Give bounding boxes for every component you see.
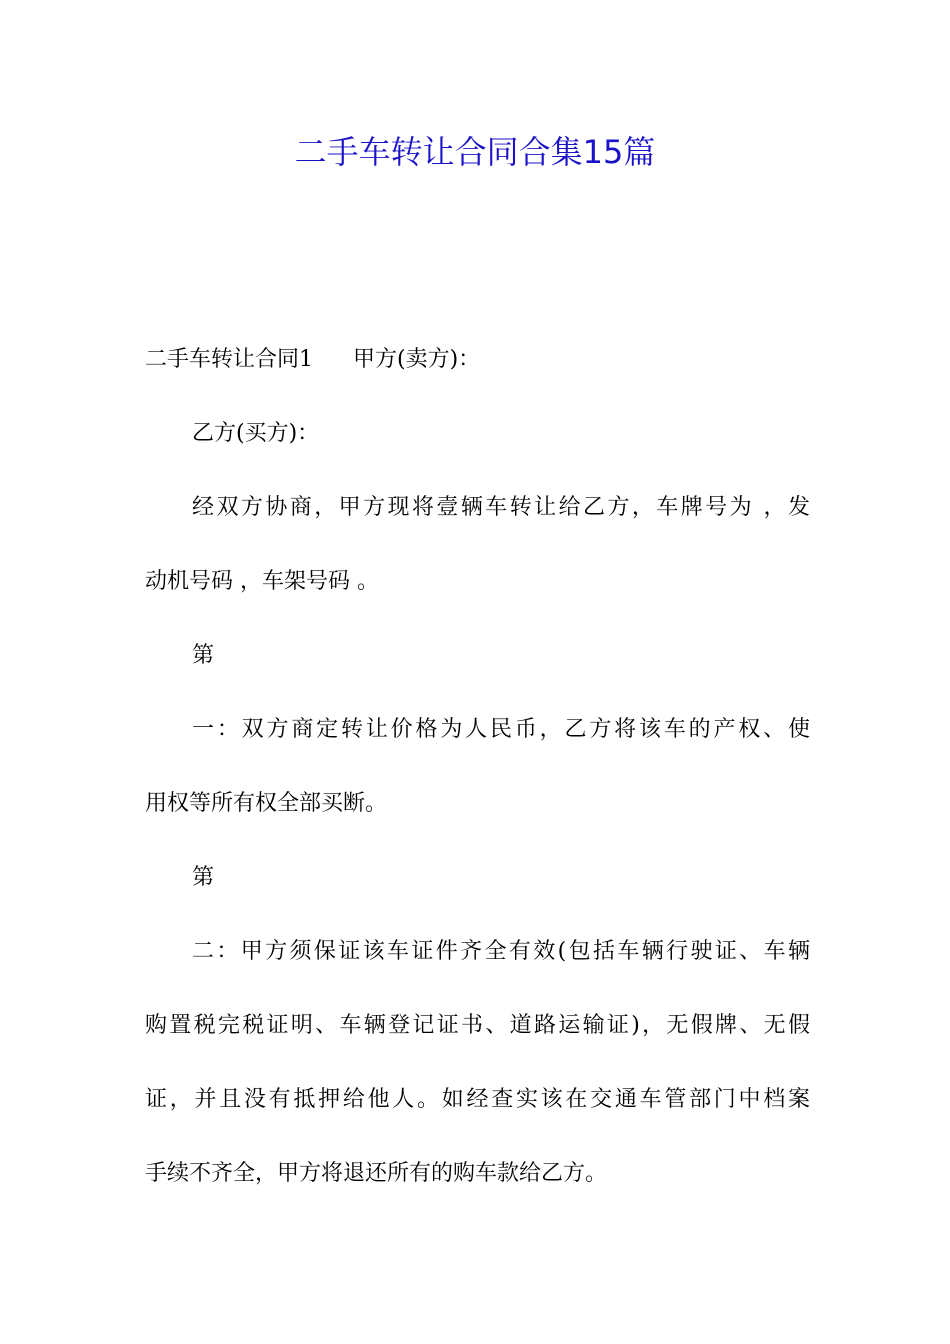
paragraph-line: 二：甲方须保证该车证件齐全有效(包括车辆行驶证、车辆 — [192, 939, 810, 964]
paragraph-line: 第 — [192, 865, 215, 890]
paragraph-line: 购置税完税证明、车辆登记证书、道路运输证)，无假牌、无假 — [145, 1013, 810, 1038]
paragraph-line: 用权等所有权全部买断。 — [145, 791, 388, 816]
paragraph-line: 乙方(买方)： — [192, 421, 320, 446]
paragraph-line: 动机号码 ，车架号码 。 — [145, 569, 379, 594]
paragraph-line: 第 — [192, 643, 215, 668]
document-title: 二手车转让合同合集15篇 — [294, 133, 656, 171]
contract-heading: 二手车转让合同1 — [145, 347, 313, 372]
paragraph-line: 经双方协商，甲方现将壹辆车转让给乙方，车牌号为 ，发 — [192, 495, 810, 520]
paragraph-line: 一：双方商定转让价格为人民币，乙方将该车的产权、使 — [192, 717, 810, 742]
party-a-label: 甲方(卖方)： — [353, 347, 481, 372]
paragraph-line: 手续不齐全，甲方将退还所有的购车款给乙方。 — [145, 1161, 608, 1186]
document-body — [145, 323, 810, 1211]
paragraph-line: 证，并且没有抵押给他人。如经查实该在交通车管部门中档案 — [145, 1087, 810, 1112]
first-line — [145, 323, 810, 397]
